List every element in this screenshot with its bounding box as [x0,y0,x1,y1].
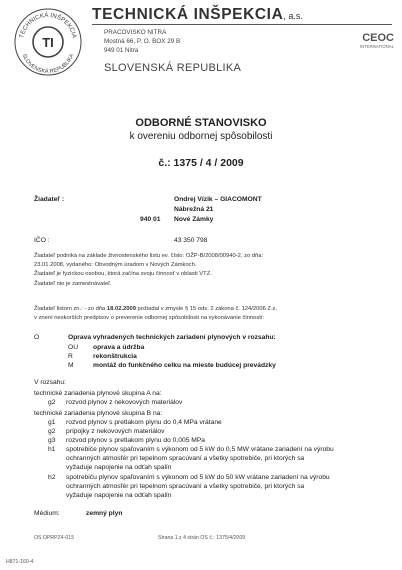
applicant-name: Ondrej Vízik – GIACOMONT [174,196,262,203]
group-a-item-text: rozvod plynov z nekovových materiálov [66,399,183,406]
applicant-zip: 940 01 [140,216,161,223]
inspection-seal [14,8,82,76]
license-line-1: Žiadateľ podniká na základe živnostenského listu ev. číslo: OŽP-B/2008/00940-2, zo dňa: [34,253,264,259]
group-b-item-text: rozvod plynov s pretlakom plynu do 0,4 MPa vrátane [66,419,222,426]
person-status: Žiadateľ je fyzickou osobou, ktorá začína svoju činnosť v oblasti VTZ. [34,271,212,277]
scope-heading: Oprava vyhradených technických zariadení plynových v rozsahu: [68,334,276,341]
group-b-item-text-line: spotrebiču plynov spaľovaním s výkonom od 5 kW do 50 kW vrátane zariadení na výrobu [66,474,330,481]
applicant-city: Nové Zámky [174,216,214,223]
group-b-item-text-line: vyžaduje napojenie na odťah spalín [66,492,172,499]
scope-item-code: M [68,362,74,369]
address-line-2: Mostná 66, P. O. BOX 29 B [104,38,181,45]
license-line-2: 23.01.2008, vydaného: Obvodným úradom v Nových Zámkoch. [34,262,197,268]
group-b-item-text: prípojky z nekovových materiálov [66,428,165,435]
scope-item-text: montáž do funkčného celku na mieste budúcej prevádzky [93,362,276,369]
group-b-item-text: rozvod plynov s pretlakom plynu do 0,005 MPa [66,437,206,444]
group-b-item-text-line: spotrebiče plynov spaľovaním s výkonom od 5 kW do 0,5 MW vrátane zariadení na výrobu [66,446,334,453]
organization-title: TECHNICKÁ INŠPEKCIA [92,6,284,23]
medium-label: Médium: [34,510,60,517]
ico-value: 43 350 798 [174,237,208,244]
employer-status: Žiadateľ nie je zamestnávateľ. [34,281,112,287]
scope-item-code: OU [68,344,79,351]
ico-label: IČO : [34,237,50,244]
address-line-1: PRACOVISKO NITRA [104,29,167,36]
request-line-2: v znení neskorších predpisov o preverenie odbornej spôsobilosti na vykonávanie činností: [34,315,265,321]
scope-item-text: rekonštrukcia [93,353,137,360]
svg-text:TECHNICKÁ INŠPEKCIA: TECHNICKÁ INŠPEKCIA [18,11,78,39]
group-b-item-code: h2 [48,474,56,481]
document-title: ODBORNÉ STANOVISKO [135,117,267,129]
country-name: SLOVENSKÁ REPUBLIKA [104,62,242,74]
request-line-1 [34,306,277,314]
request-line-1-pre: Žiadateľ listom zn.: - zo dňa [34,306,107,312]
bottom-code: H871-160-4 [6,559,34,565]
request-line-1-post: požiadal v zmysle § 15 ods. 2 zákona č. 124/2006 Z.z. [135,306,278,312]
range-label: V rozsahu: [34,379,66,386]
group-b-item-code: h1 [48,446,56,453]
group-b-item-text-line: vyžaduje napojenie na odťah spalín [66,464,172,471]
applicant-street: Nábrežná 21 [174,206,214,213]
address-line-3: 949 01 Nitra [104,47,139,54]
header-divider [92,24,392,25]
organization-name [92,6,303,24]
page-info: Strana 1 z 4 strán OS č.: 1375/4/2009 [158,535,246,541]
ceoc-logo [344,32,394,49]
group-a-heading: technické zariadenia plynové skupina A na: [34,390,162,397]
group-b-item-text-line: ochranných atmosfér pri tepelnom spracúvaní a všetky spotrebiče, pri ktorých sa [66,455,305,462]
group-b-heading: technické zariadenia plynové skupina B na: [34,410,163,417]
scope-code: O [34,334,40,341]
form-code: OS OPRPZ4-015 [34,535,75,541]
request-date: 18.02.2009 [106,306,136,312]
group-b-item-code: g2 [48,428,56,435]
medium-value: zemný plyn [86,510,123,517]
organization-suffix: , a.s. [283,11,303,21]
group-b-item-code: g1 [48,419,56,426]
seal-monogram: TI [42,35,54,50]
scope-item-code: R [68,353,73,360]
document-number: č.: 1375 / 4 / 2009 [158,157,244,169]
scope-item-text: oprava a údržba [93,344,145,351]
ceoc-logo-subtext: INTERNATIONAL [359,44,394,49]
group-a-item-code: g2 [48,399,56,406]
document-subtitle: k overeniu odbornej spôsobilosti [129,131,273,142]
svg-text:SLOVENSKÁ REPUBLIKA: SLOVENSKÁ REPUBLIKA [20,53,76,76]
applicant-label: Žiadateľ : [34,196,65,203]
ceoc-logo-text: CEOC [362,32,394,44]
group-b-item-code: g3 [48,437,56,444]
group-b-item-text-line: ochranných atmosfér pri tepelnom spracúvaní a všetky spotrebiče, pri ktorých sa [66,483,305,490]
